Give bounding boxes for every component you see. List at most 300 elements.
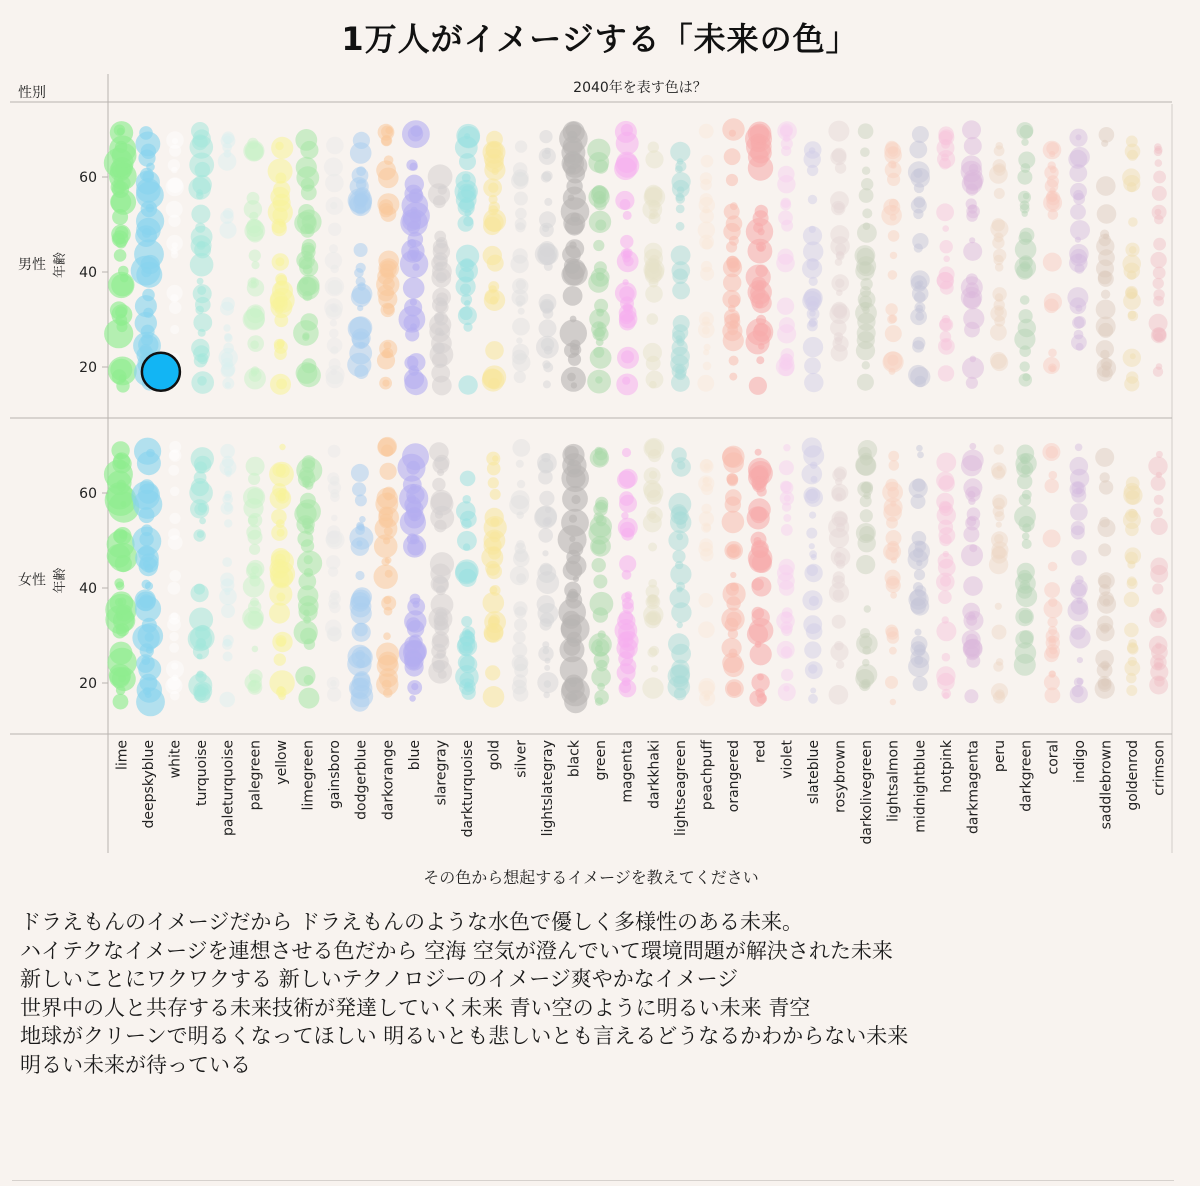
y-tick-label: 20 (79, 676, 97, 692)
data-point (570, 316, 577, 323)
data-point (1077, 678, 1084, 685)
data-point (967, 507, 981, 521)
comment-line: 明るい未来が待っている (20, 1052, 251, 1077)
data-point (561, 618, 582, 639)
data-point (909, 141, 927, 159)
data-point (170, 691, 180, 701)
data-point (1075, 444, 1083, 452)
data-point (642, 677, 663, 698)
data-point (1152, 583, 1163, 594)
data-point (1098, 519, 1116, 537)
data-point (514, 192, 528, 206)
data-point (544, 198, 552, 206)
data-point (1016, 460, 1033, 477)
data-point (326, 555, 340, 569)
data-point (516, 573, 526, 583)
data-point (940, 576, 951, 587)
data-point (1125, 509, 1138, 522)
category-label: turquoise (194, 740, 211, 806)
data-point (304, 555, 313, 564)
data-point (402, 443, 429, 470)
data-point (1153, 238, 1166, 251)
data-point (650, 213, 656, 219)
data-point (326, 303, 343, 320)
data-point (891, 163, 897, 169)
data-point (1017, 170, 1032, 185)
data-point (779, 580, 795, 596)
data-point (434, 455, 449, 470)
data-point (1073, 193, 1085, 205)
dots-layer (104, 118, 1169, 716)
data-point (111, 180, 126, 195)
data-point (1096, 300, 1116, 320)
data-point (699, 124, 714, 139)
data-point (1048, 562, 1058, 572)
data-point (749, 377, 767, 395)
data-point (936, 472, 954, 490)
data-point (518, 308, 525, 315)
data-point (483, 246, 502, 265)
data-point (1048, 349, 1057, 358)
data-point (108, 272, 134, 298)
data-point (139, 126, 153, 140)
data-point (199, 518, 206, 525)
data-point (485, 341, 504, 360)
data-point (700, 179, 712, 191)
data-point (486, 452, 500, 466)
data-point (1128, 311, 1137, 320)
data-point (302, 455, 315, 468)
data-point (1096, 176, 1116, 196)
data-point (778, 683, 796, 701)
data-point (410, 299, 417, 306)
data-point (273, 571, 290, 588)
data-point (938, 590, 952, 604)
data-point (857, 248, 875, 266)
data-point (484, 516, 507, 539)
data-point (1018, 152, 1035, 169)
category-label: lightseagreen (672, 740, 689, 836)
data-point (565, 239, 584, 258)
data-point (649, 471, 657, 479)
data-point (569, 515, 577, 523)
comment-line: ドラえもんのイメージだから ドラえもんのような水色で優しく多様性のある未来。 (20, 910, 804, 934)
data-point (113, 694, 129, 710)
data-point (327, 628, 341, 642)
data-point (1097, 365, 1113, 381)
data-point (913, 209, 923, 219)
data-point (512, 439, 530, 457)
data-point (699, 690, 715, 706)
data-point (621, 350, 634, 363)
data-point (862, 208, 872, 218)
data-point (1155, 159, 1163, 167)
category-label: darkorange (380, 740, 397, 821)
data-point (860, 302, 869, 311)
data-point (776, 612, 795, 631)
category-label: black (566, 740, 583, 778)
data-point (462, 174, 471, 183)
data-point (356, 179, 367, 190)
data-point (221, 578, 235, 592)
data-point (729, 373, 737, 381)
data-point (802, 464, 823, 485)
data-point (828, 121, 849, 142)
data-point (1095, 448, 1114, 467)
data-point (993, 691, 1005, 703)
data-point (1101, 290, 1110, 299)
data-point (1125, 144, 1141, 160)
data-point (169, 301, 182, 314)
data-point (197, 654, 203, 660)
data-point (783, 514, 791, 522)
data-point (351, 685, 373, 707)
data-point (1046, 446, 1058, 458)
data-point (830, 643, 848, 661)
data-point (914, 292, 926, 304)
data-point (327, 687, 341, 701)
data-point (1070, 457, 1089, 476)
data-point (623, 279, 629, 285)
data-point (326, 370, 344, 388)
data-point (726, 256, 738, 268)
data-point (141, 201, 158, 218)
data-point (116, 582, 125, 591)
data-point (327, 338, 343, 354)
data-point (355, 494, 367, 506)
data-point (1071, 550, 1087, 566)
data-point (167, 177, 183, 193)
data-point (730, 320, 739, 329)
data-point (113, 452, 130, 469)
data-point (249, 669, 263, 683)
highlighted-point (142, 353, 180, 391)
row-label: 女性 (18, 572, 46, 589)
data-point (197, 671, 204, 678)
data-point (730, 583, 739, 592)
data-point (808, 195, 817, 204)
data-point (830, 191, 849, 210)
data-point (276, 379, 287, 390)
data-point (1044, 674, 1060, 690)
data-point (486, 141, 504, 159)
comments-panel (20, 908, 1170, 1080)
data-point (595, 497, 608, 510)
data-point (1015, 642, 1036, 663)
category-label: slateblue (805, 740, 822, 805)
data-point (188, 177, 211, 200)
data-point (1126, 477, 1140, 491)
data-point (328, 223, 341, 236)
data-point (510, 255, 528, 273)
data-point (1019, 255, 1033, 269)
data-point (1043, 193, 1062, 212)
data-point (833, 336, 849, 352)
data-point (886, 530, 902, 546)
data-point (326, 137, 344, 155)
y-tick-label: 60 (79, 170, 97, 186)
data-point (432, 376, 452, 396)
data-point (885, 325, 902, 342)
data-point (170, 487, 180, 497)
data-point (458, 654, 475, 671)
data-point (587, 370, 611, 394)
data-point (1018, 319, 1036, 337)
data-point (434, 312, 448, 326)
data-point (329, 358, 341, 370)
data-point (858, 534, 876, 552)
data-point (191, 371, 214, 394)
data-point (755, 449, 762, 456)
data-point (190, 499, 209, 518)
data-point (271, 137, 293, 159)
data-point (1044, 599, 1063, 618)
data-point (304, 639, 315, 650)
data-point (191, 205, 210, 224)
data-point (463, 323, 472, 332)
data-point (591, 638, 609, 656)
data-point (887, 355, 898, 366)
data-point (221, 502, 234, 515)
data-point (299, 602, 318, 621)
data-point (623, 251, 630, 258)
data-point (223, 639, 231, 647)
data-point (884, 146, 902, 164)
data-point (354, 243, 368, 257)
data-point (543, 380, 551, 388)
data-point (1020, 295, 1030, 305)
data-point (910, 649, 929, 668)
data-point (483, 365, 507, 389)
y-tick-label: 60 (79, 486, 97, 502)
data-point (146, 647, 153, 654)
data-point (620, 235, 633, 248)
data-point (483, 686, 505, 708)
data-point (1043, 530, 1061, 548)
data-point (726, 241, 737, 252)
data-point (330, 492, 340, 502)
data-point (781, 669, 793, 681)
data-point (270, 187, 290, 207)
data-point (351, 647, 372, 668)
data-point (299, 256, 313, 270)
data-point (832, 148, 847, 163)
data-point (936, 203, 954, 221)
data-point (222, 456, 234, 468)
data-point (1019, 373, 1032, 386)
data-point (702, 477, 712, 487)
data-point (512, 350, 527, 365)
category-label: peru (992, 740, 1009, 773)
data-point (778, 210, 793, 225)
category-label: rosybrown (832, 740, 849, 813)
data-point (594, 299, 608, 313)
data-point (223, 324, 230, 331)
data-point (996, 658, 1004, 666)
data-point (1153, 171, 1166, 184)
data-point (746, 318, 773, 345)
data-point (515, 208, 527, 220)
data-point (432, 634, 450, 652)
data-point (193, 313, 212, 332)
data-point (385, 557, 392, 564)
data-point (383, 537, 390, 544)
data-point (1155, 209, 1162, 216)
comment-line: 新しいことにワクワクする 新しいテクノロジーのイメージ爽やかなイメージ (20, 967, 739, 992)
data-point (1151, 476, 1166, 491)
data-point (726, 473, 737, 484)
data-point (243, 486, 265, 508)
category-label: lightslategray (539, 740, 556, 837)
data-point (512, 318, 530, 336)
data-point (354, 365, 368, 379)
data-point (643, 480, 661, 498)
data-point (381, 445, 393, 457)
data-point (890, 252, 897, 259)
category-label: silver (513, 740, 530, 778)
data-point (992, 625, 1007, 640)
data-point (540, 613, 554, 627)
data-point (171, 663, 178, 670)
data-point (110, 642, 133, 665)
data-point (676, 533, 683, 540)
data-point (994, 444, 1004, 454)
data-point (752, 478, 766, 492)
data-point (223, 208, 234, 219)
data-point (810, 688, 816, 694)
data-point (566, 555, 587, 576)
data-point (831, 547, 851, 567)
data-point (515, 140, 527, 152)
data-point (567, 131, 577, 141)
data-point (1148, 457, 1167, 476)
data-point (195, 306, 204, 315)
data-point (197, 278, 204, 285)
data-point (356, 263, 366, 273)
data-point (859, 188, 874, 203)
category-label: darkturquoise (460, 740, 477, 838)
data-point (406, 160, 417, 171)
data-point (1099, 127, 1115, 143)
data-point (804, 357, 821, 374)
data-point (408, 365, 419, 376)
data-point (512, 680, 527, 695)
data-point (829, 685, 849, 705)
data-point (914, 569, 925, 580)
data-point (671, 660, 689, 678)
data-point (1129, 246, 1137, 254)
data-point (298, 688, 319, 709)
data-point (836, 289, 843, 296)
data-point (1152, 186, 1167, 201)
data-point (410, 535, 420, 545)
data-point (783, 444, 790, 451)
data-point (888, 230, 900, 242)
data-point (222, 131, 234, 143)
data-point (168, 528, 180, 540)
data-point (1151, 608, 1165, 622)
data-point (399, 484, 428, 513)
data-point (432, 478, 445, 491)
data-point (1070, 249, 1087, 266)
data-point (913, 169, 922, 178)
data-point (1016, 445, 1034, 463)
data-point (963, 242, 982, 261)
data-point (383, 688, 393, 698)
data-point (246, 563, 263, 580)
data-point (862, 167, 870, 175)
data-point (325, 252, 342, 269)
data-point (460, 284, 471, 295)
data-point (459, 307, 472, 320)
category-label: indigo (1071, 740, 1088, 783)
data-point (885, 676, 898, 689)
data-point (830, 225, 849, 244)
data-point (431, 490, 453, 512)
data-point (703, 349, 709, 355)
data-point (544, 680, 551, 687)
data-point (1097, 616, 1113, 632)
data-point (145, 691, 152, 698)
category-label: darkmagenta (965, 740, 982, 834)
data-point (275, 173, 286, 184)
data-point (833, 590, 844, 601)
data-point (297, 210, 322, 235)
data-point (542, 550, 548, 556)
data-point (171, 247, 178, 254)
data-point (969, 237, 975, 243)
data-point (856, 664, 877, 685)
category-label: magenta (619, 740, 636, 803)
data-point (856, 555, 875, 574)
data-point (992, 287, 1006, 301)
data-point (407, 680, 422, 695)
data-point (1124, 592, 1139, 607)
data-point (780, 125, 793, 138)
data-point (384, 155, 394, 165)
data-point (938, 365, 954, 381)
data-point (703, 362, 712, 371)
data-point (912, 531, 927, 546)
data-point (1125, 523, 1139, 537)
data-point (749, 618, 774, 643)
data-point (562, 444, 584, 466)
data-point (1047, 175, 1059, 187)
data-point (514, 371, 526, 383)
data-point (330, 590, 340, 600)
data-point (269, 603, 290, 624)
data-point (756, 356, 764, 364)
data-point (430, 343, 454, 367)
data-point (1071, 526, 1085, 540)
data-point (247, 335, 264, 352)
data-point (862, 361, 870, 369)
data-point (621, 124, 633, 136)
data-point (721, 608, 744, 631)
data-point (748, 498, 771, 521)
category-label: hotpink (938, 740, 955, 793)
data-point (168, 465, 179, 476)
data-point (276, 593, 285, 602)
data-point (623, 641, 630, 648)
data-point (698, 621, 715, 638)
data-point (327, 677, 340, 690)
data-point (139, 674, 157, 692)
data-point (914, 183, 924, 193)
data-point (1099, 584, 1111, 596)
data-point (966, 377, 978, 389)
data-point (512, 278, 528, 294)
